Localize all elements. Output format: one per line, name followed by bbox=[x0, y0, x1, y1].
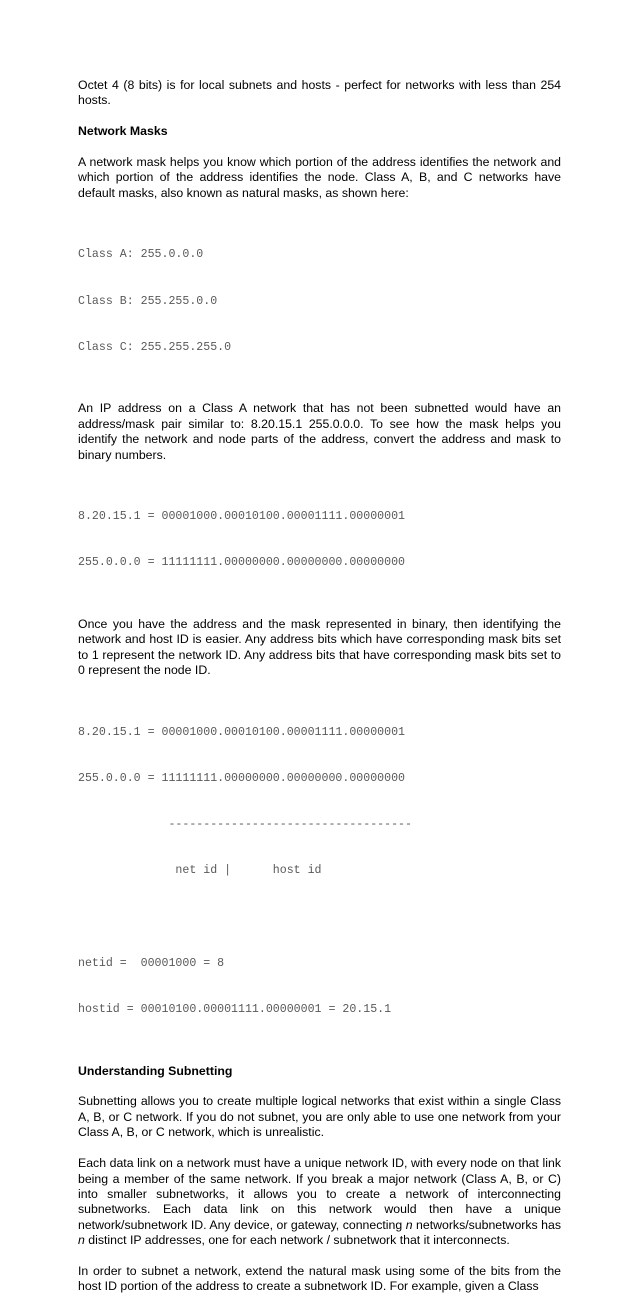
subnetting-paragraph-2-part-a: Each data link on a network must have a unique network ID, with every node on that link being a member of the same network. If you break a major network (Class A, B, or C) into smaller subnetworks, it allows you to create a network of interconnecting subnetworks. Each data link on this network would then have a unique network/subnetwork ID. Any device, or gateway, connecting bbox=[78, 1156, 561, 1232]
network-masks-paragraph-2: An IP address on a Class A network that has not been subnetted would have an address/mask pair similar to: 8.20.15.1 255.0.0.0. To see how the mask helps you identify the network and node parts of the address, convert the address and mask to binary numbers. bbox=[78, 401, 561, 462]
subnetting-paragraph-2-part-b: networks/subnetworks has bbox=[412, 1217, 561, 1232]
document-page bbox=[78, 78, 561, 1310]
network-masks-heading: Network Masks bbox=[78, 124, 168, 139]
netid-line: netid = 00001000 = 8 bbox=[78, 956, 225, 970]
subnetting-paragraph-2-part-c: distinct IP addresses, one for each network / subnetwork that it interconnects. bbox=[84, 1233, 510, 1248]
separator-line: ----------------------------------- bbox=[78, 818, 412, 832]
hostid-line: hostid = 00010100.00001111.00000001 = 20.15.1 bbox=[78, 1003, 392, 1017]
blank-line bbox=[78, 910, 561, 925]
subnetting-paragraph-3: In order to subnet a network, extend the natural mask using some of the bits from the host ID portion of the address to create a subnetwork ID. For example, given a Class bbox=[78, 1263, 561, 1294]
mask-binary-line: 255.0.0.0 = 11111111.00000000.00000000.00000000 bbox=[78, 556, 405, 570]
class-a-mask-line: Class A: 255.0.0.0 bbox=[78, 248, 204, 262]
subnetting-paragraph-2 bbox=[78, 1156, 561, 1248]
network-masks-paragraph-1: A network mask helps you know which portion of the address identifies the network and which portion of the address identifies the node. Class A, B, and C networks have default masks, also known as natural masks, as shown here: bbox=[78, 155, 561, 200]
italic-n-2: n bbox=[78, 1233, 85, 1248]
class-b-mask-line: Class B: 255.255.0.0 bbox=[78, 294, 218, 308]
class-masks-code-block bbox=[78, 217, 561, 386]
understanding-subnetting-heading: Understanding Subnetting bbox=[78, 1063, 233, 1078]
net-host-id-label-line: net id | host id bbox=[78, 864, 322, 878]
octet4-paragraph: Octet 4 (8 bits) is for local subnets and hosts - perfect for networks with less than 254 hosts. bbox=[78, 78, 561, 108]
mask-binary-line: 255.0.0.0 = 11111111.00000000.00000000.00000000 bbox=[78, 772, 405, 786]
address-binary-line: 8.20.15.1 = 00001000.00010100.00001111.00000001 bbox=[78, 725, 405, 739]
binary-code-block-2 bbox=[78, 694, 561, 1048]
italic-n-1: n bbox=[405, 1217, 413, 1232]
address-binary-line: 8.20.15.1 = 00001000.00010100.00001111.00000001 bbox=[78, 510, 405, 524]
class-c-mask-line: Class C: 255.255.255.0 bbox=[78, 340, 232, 354]
subnetting-paragraph-1: Subnetting allows you to create multiple logical networks that exist within a single Class A, B, or C network. If you do not subnet, you are only able to use one network from your Class A, B, or C network, which is unrealistic. bbox=[78, 1094, 561, 1140]
binary-code-block-1 bbox=[78, 478, 561, 601]
network-masks-paragraph-3: Once you have the address and the mask represented in binary, then identifying the network and host ID is easier. Any address bits which have corresponding mask bits set to 1 represent the network ID. Any address bits that have corresponding mask bits set to 0 represent the node ID. bbox=[78, 617, 561, 678]
